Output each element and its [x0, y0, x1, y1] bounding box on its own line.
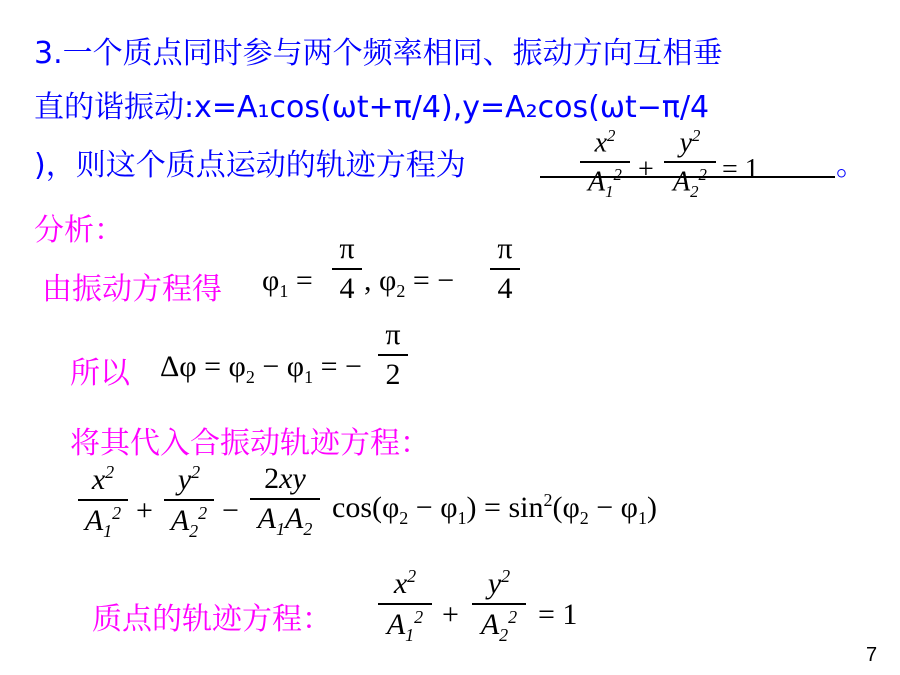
phase-difference: $\Delta\varphi = \varphi_2 - \varphi_1$ = − π 2	[160, 318, 420, 408]
step4-label: 质点的轨迹方程：	[92, 602, 332, 637]
step3-label: 将其代入合振动轨迹方程：	[70, 426, 430, 461]
page-number: 7	[866, 644, 878, 666]
question-line-2: 直的谐振动:x=A₁cos(ωt+π/4),y=A₂cos(ωt−π/4	[34, 90, 710, 125]
general-trajectory-equation: $x^2$ $A_1^2$ + $y^2$ $A_2^2$ − 2xy $A_1A_2$ $\cos(\varphi_2 - \varphi_1) = \sin^2(\varphi_2 - \varphi_1)$	[78, 462, 778, 562]
question-line-3: )，则这个质点运动的轨迹方程为	[34, 148, 466, 183]
step2-label: 所以	[70, 356, 130, 391]
final-trajectory-equation: $x^2$ $A_1^2$ + $y^2$ $A_2^2$ = 1	[378, 566, 618, 666]
step1-label: 由振动方程得	[42, 272, 222, 307]
answer-end-mark: 。	[836, 148, 866, 183]
answer-formula: $x^2$ $A_1^2$ + $y^2$ $A_2^2$ = 1	[580, 126, 840, 226]
analysis-label: 分析：	[34, 213, 124, 248]
phase-equations: $\varphi_1$ = π 4 , $\varphi_2$ = − π 4	[262, 232, 552, 322]
question-line-1: 3.一个质点同时参与两个频率相同、振动方向互相垂	[34, 36, 723, 71]
